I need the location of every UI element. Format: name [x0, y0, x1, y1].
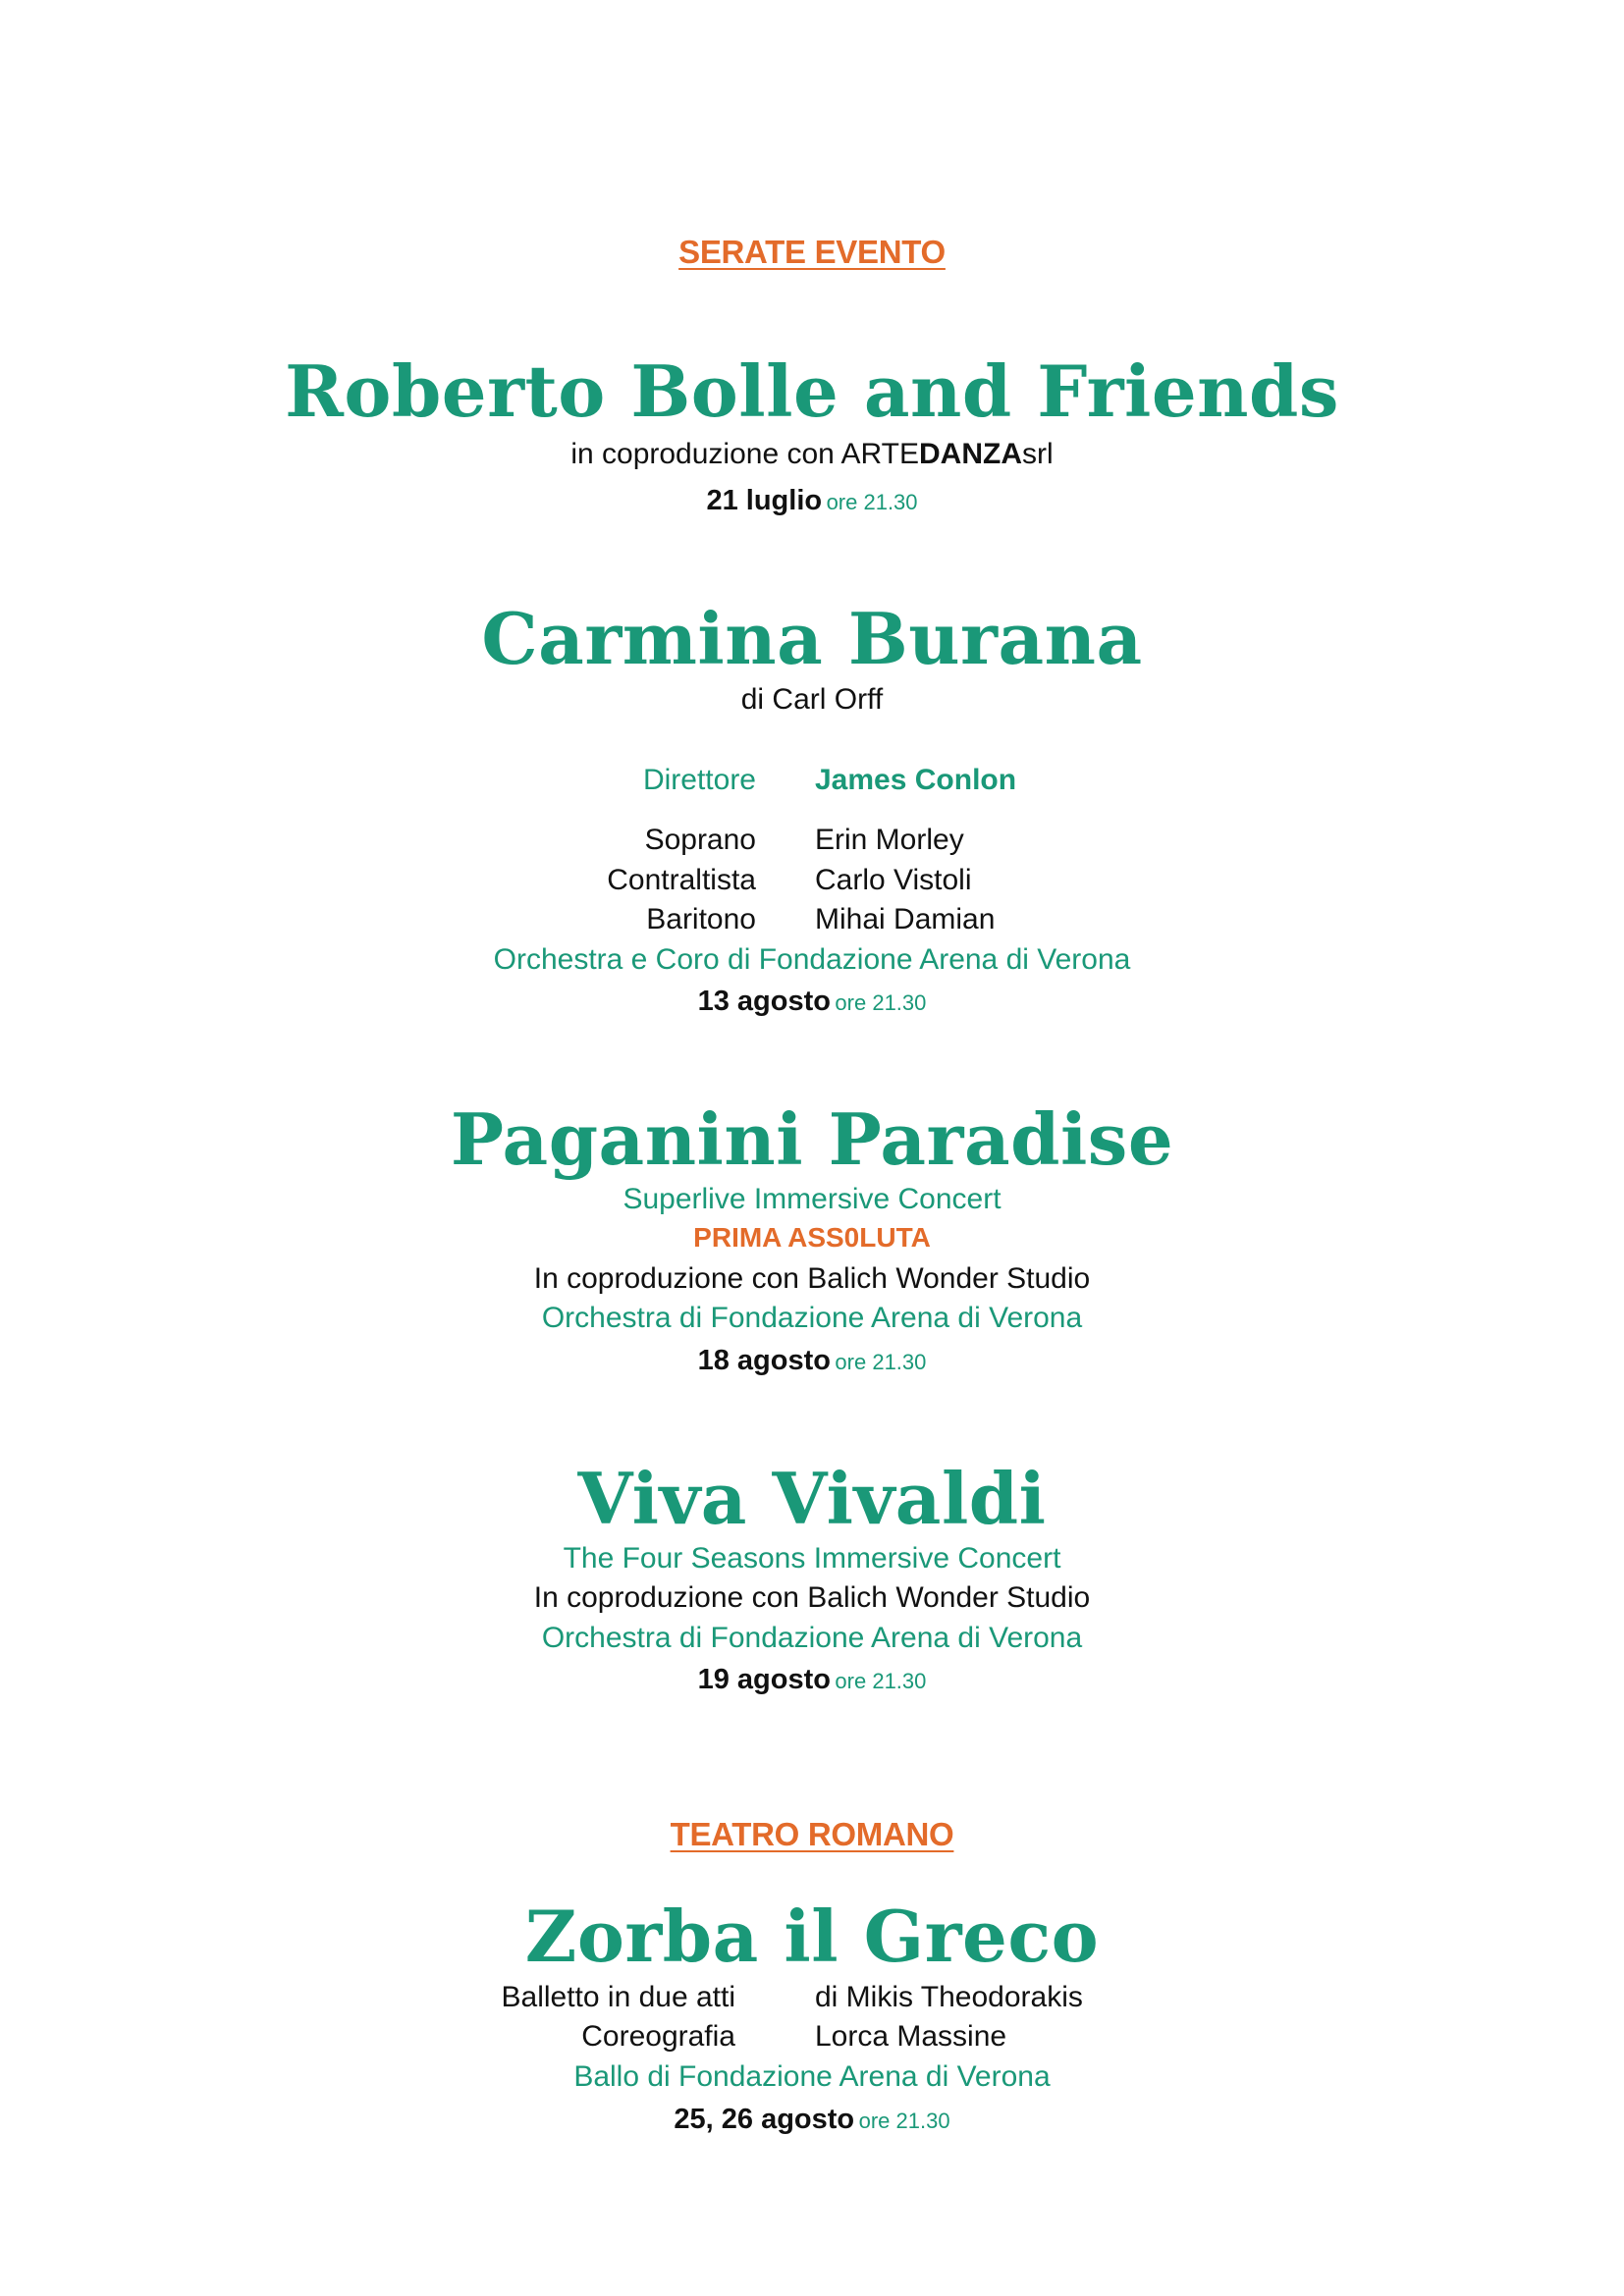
- section-heading-teatro-romano: TEATRO ROMANO: [670, 1816, 954, 1852]
- carmina-direttore-name: James Conlon: [815, 764, 1017, 796]
- carmina-direttore-label: Direttore: [642, 764, 756, 796]
- event-title-bolle: Roberto Bolle and Friends: [285, 349, 1339, 433]
- carmina-ensemble: Orchestra e Coro di Fondazione Arena di Verona: [493, 943, 1131, 976]
- paganini-subtitle: Superlive Immersive Concert: [623, 1183, 1001, 1215]
- bolle-date: 21 luglio: [706, 485, 823, 516]
- carmina-role-contraltista: Contraltista: [607, 864, 756, 896]
- carmina-composer: di Carl Orff: [740, 683, 884, 716]
- zorba-label-coreografia: Coreografia: [581, 2020, 735, 2053]
- paganini-date-line: [0, 1345, 1624, 1377]
- paganini-time: ore 21.30: [835, 1350, 927, 1374]
- vivaldi-subtitle: The Four Seasons Immersive Concert: [563, 1542, 1061, 1575]
- zorba-date: 25, 26 agosto: [674, 2104, 855, 2135]
- zorba-label-ballet: Balletto in due atti: [501, 1981, 735, 2013]
- event-title-paganini: Paganini Paradise: [450, 1097, 1174, 1181]
- bolle-date-line: [0, 485, 1624, 517]
- zorba-ensemble: Ballo di Fondazione Arena di Verona: [573, 2060, 1051, 2093]
- event-title-carmina: Carmina Burana: [481, 597, 1143, 680]
- bolle-coprod-bold: DANZA: [919, 438, 1022, 470]
- paganini-coproduction: In coproduzione con Balich Wonder Studio: [533, 1262, 1091, 1295]
- vivaldi-date: 19 agosto: [697, 1664, 831, 1695]
- carmina-date: 13 agosto: [697, 986, 831, 1017]
- zorba-value-composer: di Mikis Theodorakis: [815, 1981, 1083, 2013]
- paganini-ensemble: Orchestra di Fondazione Arena di Verona: [541, 1302, 1083, 1334]
- event-title-zorba: Zorba il Greco: [524, 1895, 1100, 1978]
- bolle-coprod-prefix: in coproduzione con ARTE: [570, 438, 919, 470]
- carmina-name-soprano: Erin Morley: [815, 824, 964, 856]
- bolle-coprod-suffix: srl: [1022, 438, 1054, 470]
- carmina-time: ore 21.30: [835, 990, 927, 1015]
- paganini-date: 18 agosto: [697, 1345, 831, 1376]
- vivaldi-ensemble: Orchestra di Fondazione Arena di Verona: [541, 1622, 1083, 1654]
- vivaldi-date-line: [0, 1664, 1624, 1696]
- zorba-value-choreographer: Lorca Massine: [815, 2020, 1007, 2053]
- zorba-time: ore 21.30: [858, 2109, 950, 2133]
- zorba-date-line: [0, 2104, 1624, 2136]
- bolle-coproduction: [0, 438, 1624, 471]
- carmina-role-soprano: Soprano: [644, 824, 756, 856]
- carmina-name-baritono: Mihai Damian: [815, 903, 996, 935]
- section-heading-serate-evento: SERATE EVENTO: [678, 234, 946, 270]
- event-title-vivaldi: Viva Vivaldi: [577, 1457, 1047, 1540]
- vivaldi-time: ore 21.30: [835, 1669, 927, 1693]
- carmina-name-contraltista: Carlo Vistoli: [815, 864, 972, 896]
- carmina-role-baritono: Baritono: [646, 903, 756, 935]
- carmina-date-line: [0, 986, 1624, 1018]
- paganini-premiere-badge: PRIMA ASS0LUTA: [693, 1222, 931, 1253]
- bolle-time: ore 21.30: [826, 490, 918, 514]
- vivaldi-coproduction: In coproduzione con Balich Wonder Studio: [533, 1581, 1091, 1614]
